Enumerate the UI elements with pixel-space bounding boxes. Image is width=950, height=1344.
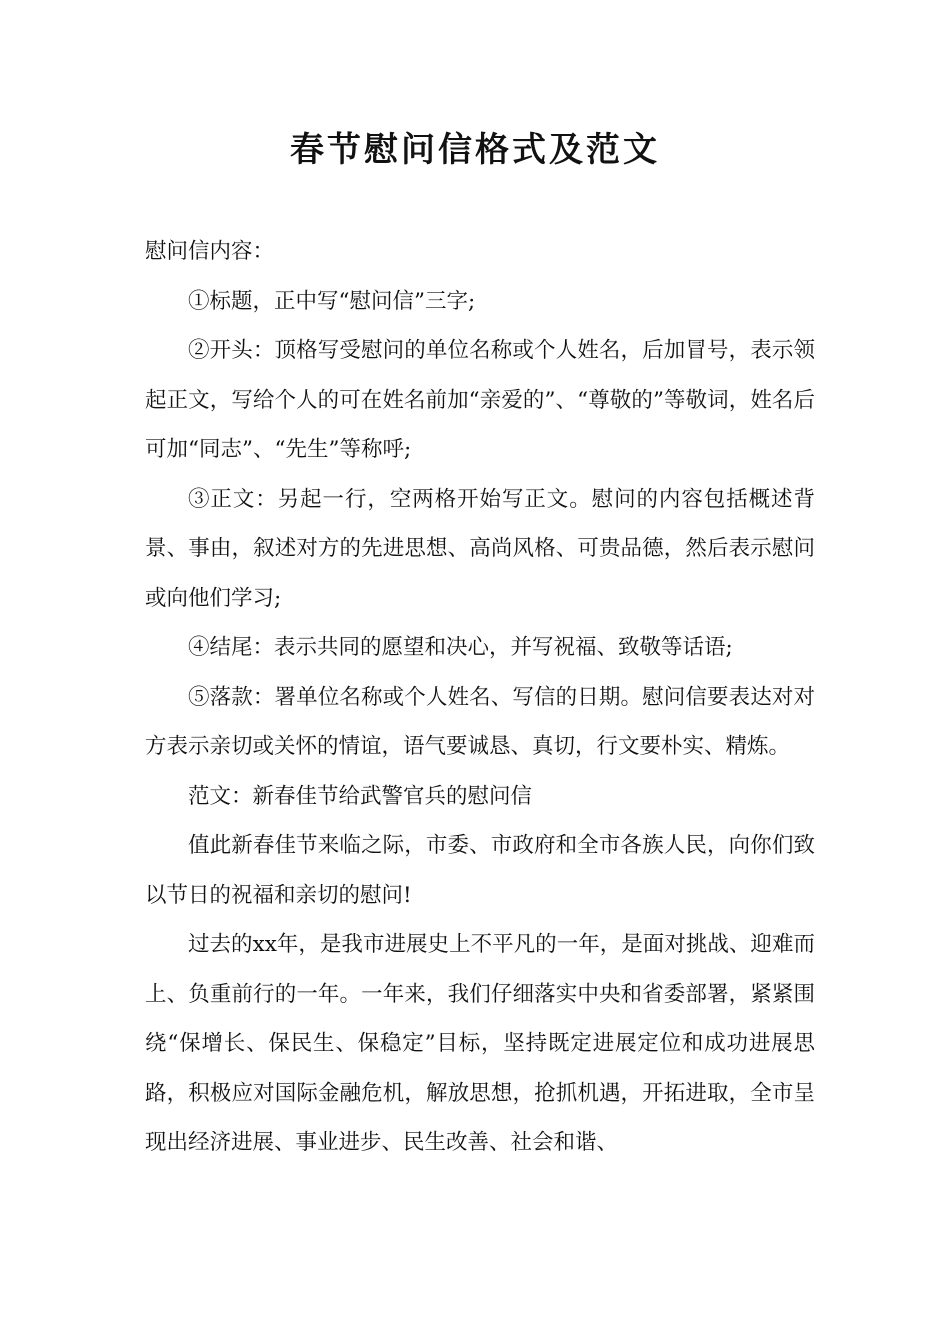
paragraph-item-ending: ④结尾：表示共同的愿望和决心，并写祝福、致敬等话语; bbox=[188, 635, 733, 660]
paragraph-sample-greeting: 值此新春佳节来临之际，市委、市政府和全市各族人民，向你们致以节日的祝福和亲切的慰问! bbox=[145, 833, 815, 908]
paragraph-item-opening: ②开头：顶格写受慰问的单位名称或个人姓名，后加冒号，表示领起正文，写给个人的可在姓名前加“亲爱的”、“尊敬的”等敬词，姓名后可加“同志”、“先生”等称呼; bbox=[145, 338, 815, 462]
document-body bbox=[145, 227, 815, 1168]
paragraph-item-body: ③正文：另起一行，空两格开始写正文。慰问的内容包括概述背景、事由，叙述对方的先进思想、高尚风格、可贵品德，然后表示慰问或向他们学习; bbox=[145, 486, 815, 611]
document-title: 春节慰问信格式及范文 bbox=[290, 130, 660, 170]
paragraph-item-title: ①标题，正中写“慰问信”三字; bbox=[188, 288, 476, 314]
paragraph-sample-review: 过去的xx年，是我市进展史上不平凡的一年，是面对挑战、迎难而上、负重前行的一年。一年来，我们仔细落实中央和省委部署，紧紧围绕“保增长、保民生、保稳定”目标，坚持既定进展定位和成功进展思路，积极应对国际金融危机，解放思想，抢抓机遇，开拓进取，全市呈现出经济进展、事业进步、民生改善、社会和谐、 bbox=[145, 932, 815, 1155]
paragraph-item-signature: ⑤落款：署单位名称或个人姓名、写信的日期。慰问信要表达对对方表示亲切或关怀的情谊，语气要诚恳、真切，行文要朴实、精炼。 bbox=[145, 684, 815, 759]
paragraph-sample-heading: 范文：新春佳节给武警官兵的慰问信 bbox=[188, 783, 533, 809]
paragraph-intro: 慰问信内容： bbox=[145, 239, 275, 264]
